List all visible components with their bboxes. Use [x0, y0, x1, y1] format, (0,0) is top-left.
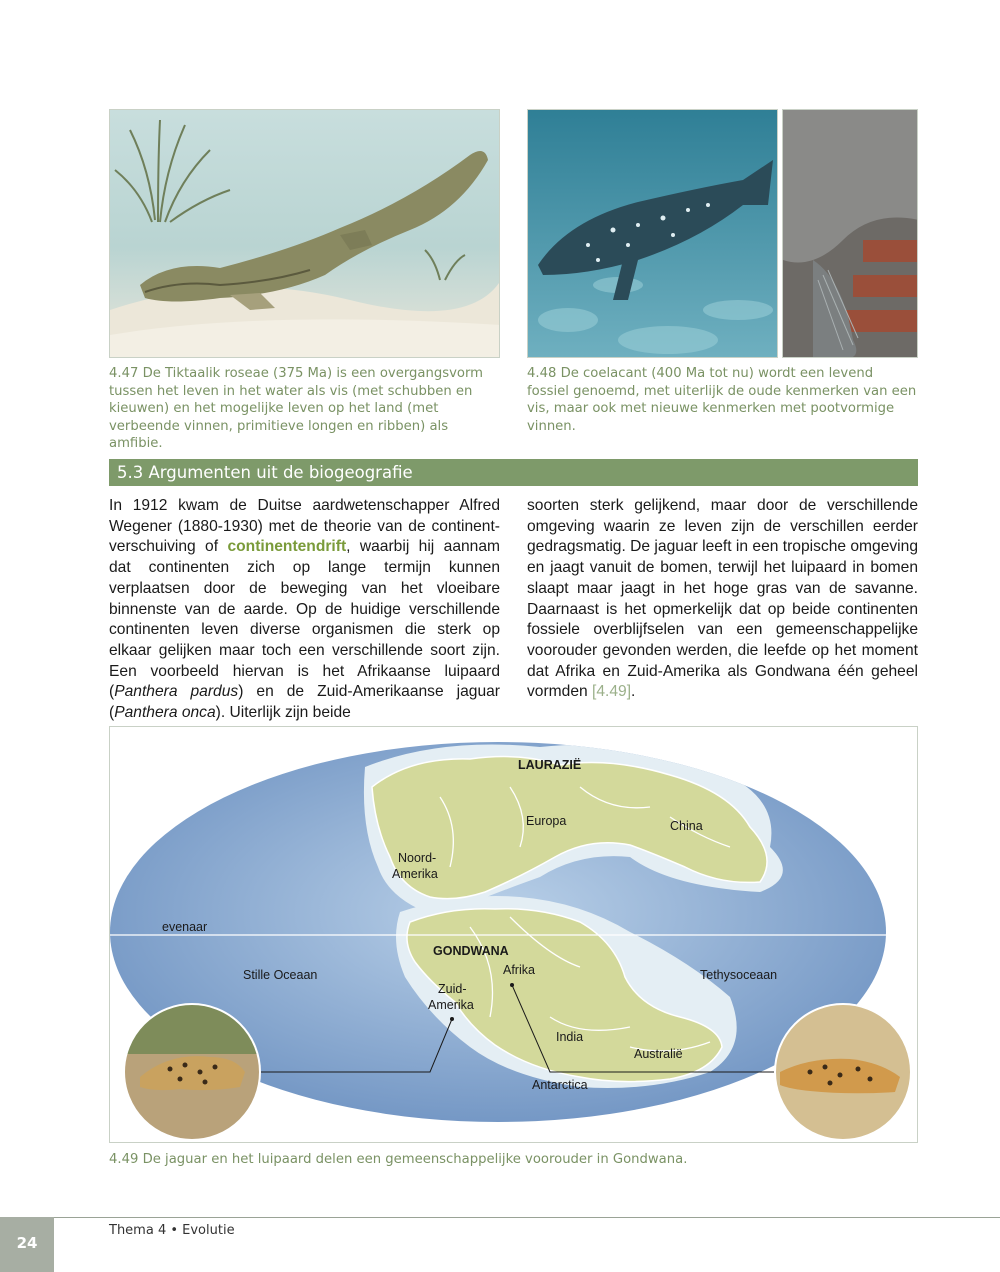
body-text: , waarbij hij aannam dat continenten zich op lange termijn kunnen verplaatsen door de beweging van het vloeibare binnenste van de aarde. Op de huidige verschillende continenten leven diverse organismen die sterk op elkaar gelijken maar toch een verschillende soort zijn. Een voorbeeld hiervan is het Afrikaanse luipaard (: [109, 538, 501, 701]
species-name: Panthera pardus: [114, 683, 239, 701]
body-text: soorten sterk gelijkend, maar door de verschillende omgeving waarin ze leven zijn de verschillen eerder gedragsmatig. De jaguar leeft in een tropische omgeving en jaagt vanuit de bomen, terwijl het luipaard in bomen slaapt maar jaagt in het hoge gras van de savanne. Daarnaast is het opmerkelijk dat op beide continenten fossiele overblijfselen van een gemeenschappelijke voorouder gevonden werden, die leefde op het moment dat Afrika en Zuid-Amerika als Gondwana één geheel vormden: [527, 497, 918, 701]
body-column-left: [109, 496, 500, 724]
key-term[interactable]: continentendrift: [227, 538, 347, 556]
body-text: In 1912 kwam de Duitse aardwetenschapper Alfred Wegener (1880-1930) met de theorie van de continentverschuiving of: [109, 497, 500, 556]
label-stille-oceaan: Stille Oceaan: [243, 968, 318, 982]
label-evenaar: evenaar: [162, 920, 208, 934]
gondwana-map: [109, 726, 918, 1143]
label-noord-amerika-1: Noord-: [398, 851, 437, 865]
footer-theme: Thema 4 • Evolutie: [109, 1223, 235, 1238]
coelacanth-fin-photo: [782, 109, 918, 358]
page-number: 24: [0, 1217, 54, 1272]
body-column-right: [527, 496, 918, 703]
figure-number: 4.49: [109, 1152, 139, 1167]
jaguar-photo: [124, 1004, 260, 1140]
body-text: ). Uiterlijk zijn beide: [215, 704, 351, 722]
label-afrika: Afrika: [503, 963, 535, 977]
caption-text: De Tiktaalik roseae (375 Ma) is een overgangsvorm tussen het leven in het water als vis (met schubben en kieuwen) en het mogelijke leven op het land (met verbeende vinnen, primitieve longen en ribben) als amfibie.: [109, 366, 483, 451]
section-heading: 5.3 Argumenten uit de biogeografie: [109, 459, 918, 486]
tiktaalik-image: [109, 109, 500, 358]
species-name: Panthera onca: [114, 704, 216, 722]
label-australie: Australië: [634, 1047, 683, 1061]
label-noord-amerika-2: Amerika: [392, 867, 438, 881]
label-zuid-amerika-2: Amerika: [428, 998, 474, 1012]
figure-4-49-caption: [109, 1151, 918, 1169]
footer-divider: [0, 1217, 1000, 1218]
label-india: India: [556, 1030, 584, 1044]
label-antarctica: Antarctica: [532, 1078, 588, 1092]
label-tethysoceaan: Tethysoceaan: [700, 968, 778, 982]
body-text: ) en de Zuid-Amerikaanse jaguar (: [109, 683, 500, 722]
label-gondwana: GONDWANA: [433, 944, 509, 958]
figure-4-48-caption: [527, 365, 919, 435]
caption-text: De jaguar en het luipaard delen een gemeenschappelijke voorouder in Gondwana.: [142, 1152, 688, 1167]
label-europa: Europa: [526, 814, 567, 828]
label-laurazie: LAURAZIË: [518, 758, 582, 772]
figure-number: 4.48: [527, 366, 557, 381]
leopard-photo: [775, 1004, 911, 1140]
figure-reference-link[interactable]: [4.49]: [592, 683, 632, 701]
label-china: China: [670, 819, 703, 833]
figure-number: 4.47: [109, 366, 139, 381]
label-zuid-amerika-1: Zuid-: [438, 982, 467, 996]
caption-text: De coelacant (400 Ma tot nu) wordt een levend fossiel genoemd, met uiterlijk de oude kenmerken van een vis, maar ook met nieuwe kenmerken met pootvormige vinnen.: [527, 366, 917, 434]
figure-4-47-caption: [109, 365, 504, 453]
body-text: .: [631, 683, 636, 701]
coelacanth-photo: [527, 109, 778, 358]
